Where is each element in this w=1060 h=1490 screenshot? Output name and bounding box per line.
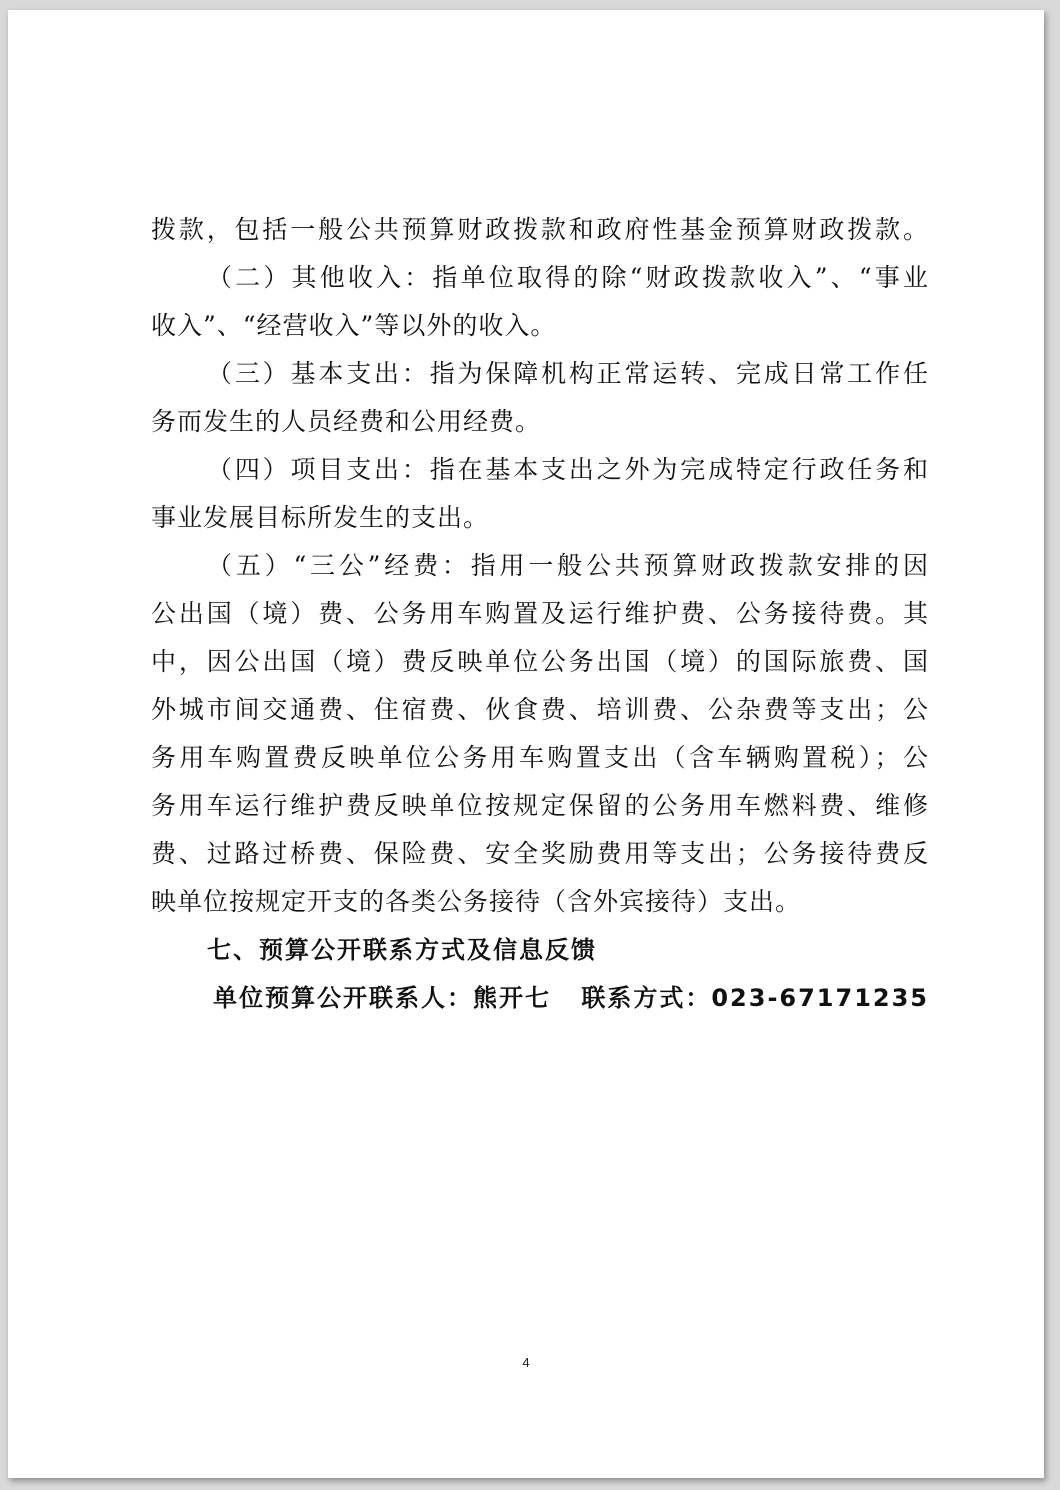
paragraph-line: 映单位按规定开支的各类公务接待（含外宾接待）支出。 (151, 887, 802, 916)
paragraph-line: 务用车运行维护费反映单位按规定保留的公务用车燃料费、维修 (151, 791, 929, 820)
section-heading: 七、预算公开联系方式及信息反馈 (207, 936, 597, 964)
document-body (151, 206, 929, 1022)
paragraph-line: 事业发展目标所发生的支出。 (151, 503, 490, 532)
paragraph-line: 务而发生的人员经费和公用经费。 (151, 407, 542, 436)
paragraph-line: 外城市间交通费、住宿费、伙食费、培训费、公杂费等支出；公 (151, 695, 929, 724)
paragraph-line: （五）“三公”经费：指用一般公共预算财政拨款安排的因 (207, 551, 929, 580)
page-number: 4 (522, 1355, 530, 1370)
contact-person: 单位预算公开联系人：熊开七 (213, 984, 551, 1012)
paragraph-line: 收入”、“经营收入”等以外的收入。 (151, 311, 557, 340)
contact-line (151, 974, 929, 1022)
paragraph-line: 拨款，包括一般公共预算财政拨款和政府性基金预算财政拨款。 (151, 215, 929, 244)
paragraph-line: 中，因公出国（境）费反映单位公务出国（境）的国际旅费、国 (151, 647, 929, 676)
paragraph-line: （二）其他收入：指单位取得的除“财政拨款收入”、“事业 (207, 263, 929, 292)
contact-method: 联系方式：023-67171235 (581, 984, 929, 1012)
paragraph-line: 务用车购置费反映单位公务用车购置支出（含车辆购置税）；公 (151, 743, 929, 772)
paragraph-line: 费、过路过桥费、保险费、安全奖励费用等支出；公务接待费反 (151, 839, 929, 868)
paragraph-line: 公出国（境）费、公务用车购置及运行维护费、公务接待费。其 (151, 599, 929, 628)
document-page (8, 10, 1044, 1478)
paragraph-line: （三）基本支出：指为保障机构正常运转、完成日常工作任 (207, 359, 929, 388)
paragraph-line: （四）项目支出：指在基本支出之外为完成特定行政任务和 (207, 455, 929, 484)
